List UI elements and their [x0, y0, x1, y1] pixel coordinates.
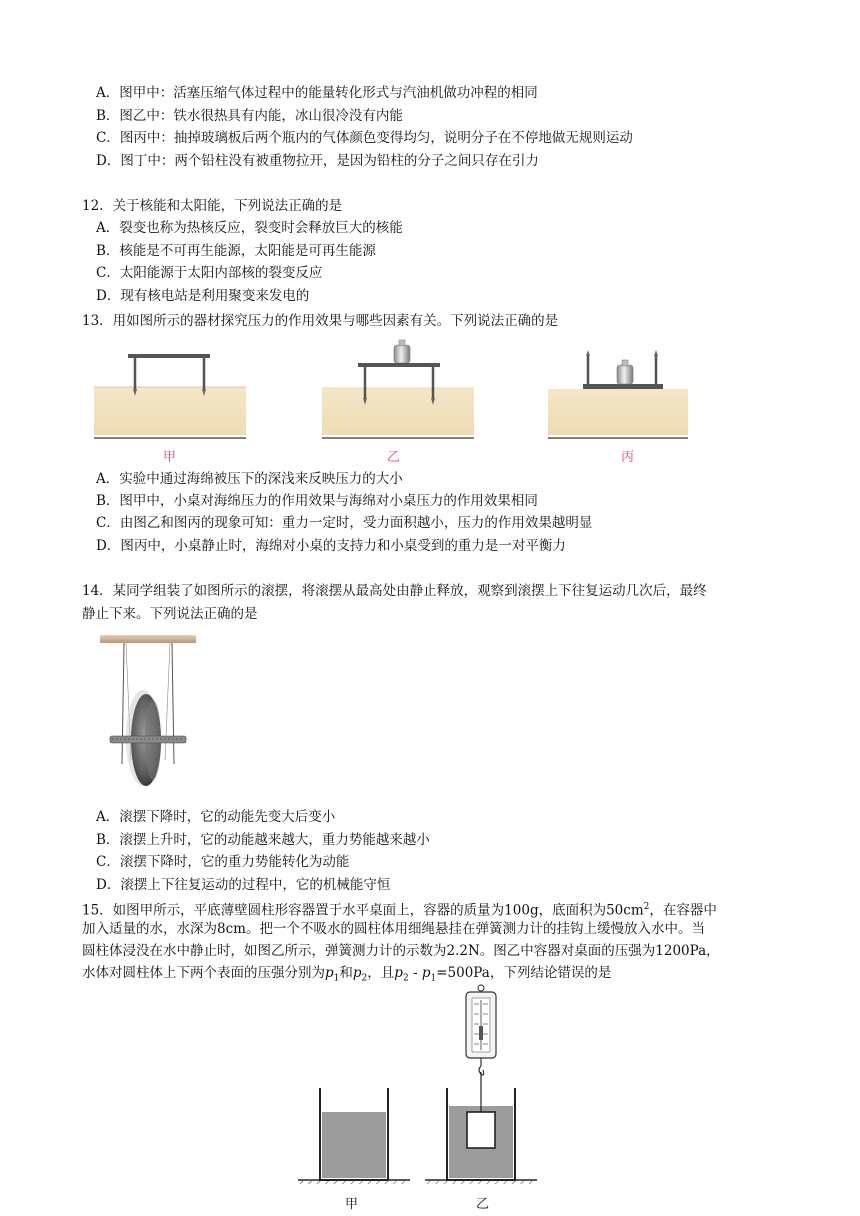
- q15-label-yi: 乙: [476, 1197, 490, 1212]
- q12-stem: 12．关于核能和太阳能，下列说法正确的是: [82, 198, 343, 214]
- cylinder: [467, 1112, 495, 1148]
- sponge: [548, 389, 688, 435]
- q13-option-c: C．由图乙和图丙的现象可知：重力一定时，受力面积越小，压力的作用效果越明显: [96, 515, 593, 531]
- q15-stem-line3: 圆柱体浸没在水中静止时，如图乙所示，弹簧测力计的示数为2.2N。图乙中容器对桌面的压强为1200Pa，: [82, 943, 720, 959]
- sponge: [94, 387, 246, 435]
- q14-option-a: A．滚摆下降时，它的动能先变大后变小: [96, 809, 336, 825]
- q11-option-b: B．图乙中：铁水很热具有内能，冰山很冷没有内能: [96, 108, 403, 124]
- sponge: [322, 387, 474, 435]
- q12-option-d: D．现有核电站是利用聚变来发电的: [96, 288, 310, 304]
- q12-option-b: B．核能是不可再生能源，太阳能是可再生能源: [96, 243, 376, 259]
- q11-option-c: C．图丙中：抽掉玻璃板后两个瓶内的气体颜色变得均匀，说明分子在不停地做无规则运动: [96, 130, 633, 146]
- q14-option-b: B．滚摆上升时，它的动能越来越大，重力势能越来越小: [96, 832, 430, 848]
- q11-option-d: D．图丁中：两个铅柱没有被重物拉开，是因为铅柱的分子之间只存在引力: [96, 153, 539, 169]
- q12-option-a: A．裂变也称为热核反应，裂变时会释放巨大的核能: [96, 220, 403, 236]
- q13-fig-jia: [94, 354, 246, 438]
- q14-stem-line2: 静止下来。下列说法正确的是: [82, 606, 258, 622]
- q15-stem-line1: 15．如图甲所示，平底薄壁圆柱形容器置于水平桌面上，容器的质量为100g，底面积为$50cm^2$，在容器中: [82, 902, 717, 919]
- q15-fig-yi: [425, 985, 537, 1184]
- q13-fig-bing: [548, 350, 688, 438]
- support-bar: [100, 635, 196, 643]
- q14-stem-line1: 14．某同学组装了如图所示的滚摆，将滚摆从最高处由静止释放，观察到滚摆上下往复运动几次后，最终: [82, 583, 707, 599]
- q13-label-jia: 甲: [163, 450, 177, 465]
- q13-fig-yi: [322, 340, 474, 438]
- axle: [110, 736, 186, 743]
- q13-figure: [88, 334, 688, 464]
- q13-stem: 13．用如图所示的器材探究压力的作用效果与哪些因素有关。下列说法正确的是: [82, 313, 559, 329]
- q15-fig-jia: [298, 1088, 410, 1184]
- q13-option-b: B．图甲中，小桌对海绵压力的作用效果与海绵对小桌压力的作用效果相同: [96, 493, 538, 509]
- table-top-inverted: [583, 384, 663, 389]
- q15-stem-line2: 加入适量的水，水深为8cm。把一个不吸水的圆柱体用细绳悬挂在弹簧测力计的挂钩上缓慢放入水中。当: [82, 921, 705, 937]
- q15-stem-line4: 水体对圆柱体上下两个表面的压强分别为$p_1$和$p_2$，且$p_2 - p_1=500Pa$，下列结论错误的是: [82, 965, 612, 984]
- q15-label-jia: 甲: [345, 1197, 359, 1212]
- q14-option-c: C．滚摆下降时，它的重力势能转化为动能: [96, 854, 350, 870]
- weight: [617, 365, 633, 384]
- q15-figure: [296, 984, 546, 1184]
- table-top: [128, 354, 210, 358]
- spring-scale: [466, 985, 496, 1075]
- q13-label-yi: 乙: [387, 450, 401, 465]
- q13-option-d: D．图丙中，小桌静止时，海绵对小桌的支持力和小桌受到的重力是一对平衡力: [96, 538, 566, 554]
- weight: [394, 345, 410, 363]
- q11-option-a: A．图甲中：活塞压缩气体过程中的能量转化形式与汽油机做功冲程的相同: [96, 85, 538, 101]
- q13-label-bing: 丙: [621, 450, 635, 465]
- q12-option-c: C．太阳能源于太阳内部核的裂变反应: [96, 265, 323, 281]
- table-top: [358, 363, 440, 367]
- q13-option-a: A．实验中通过海绵被压下的深浅来反映压力的大小: [96, 471, 403, 487]
- water: [322, 1112, 386, 1178]
- q14-maxwell-wheel-figure: [98, 630, 198, 802]
- q14-option-d: D．滚摆上下往复运动的过程中，它的机械能守恒: [96, 877, 391, 893]
